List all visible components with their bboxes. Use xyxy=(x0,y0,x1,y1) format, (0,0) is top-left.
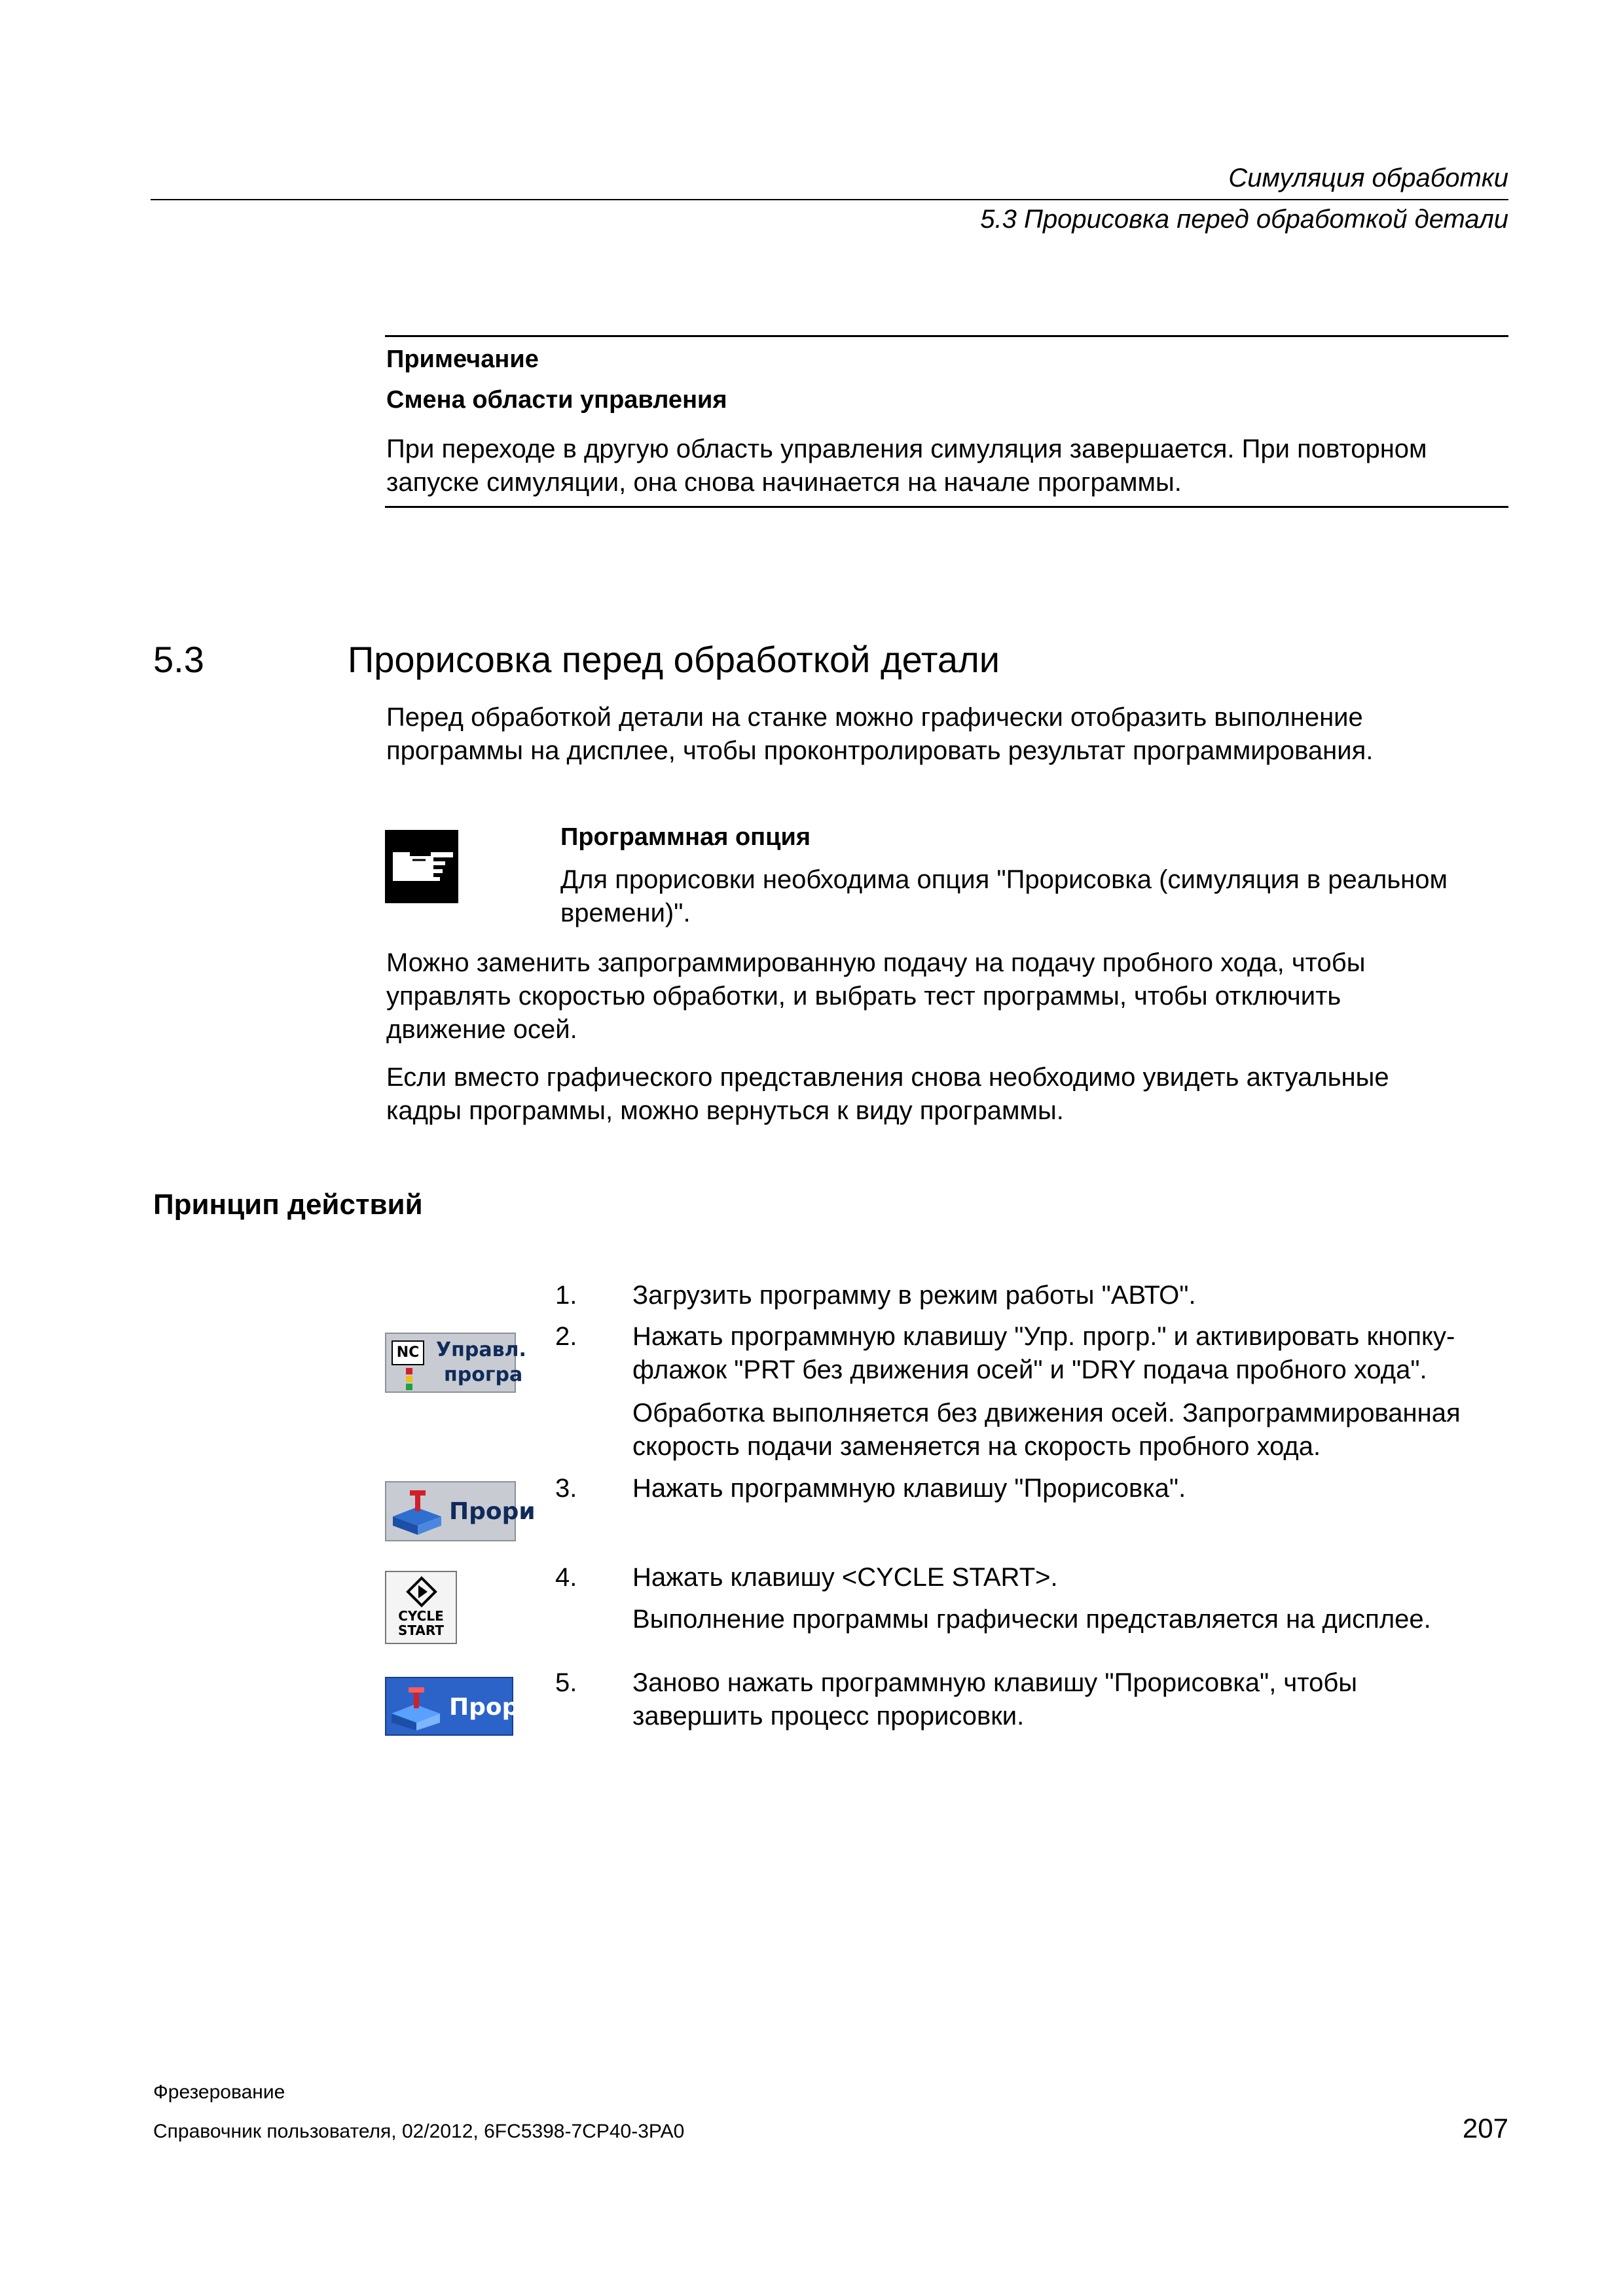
paragraph-line: кадры программы, можно вернуться к виду программы. xyxy=(386,1096,1064,1125)
simulation-icon xyxy=(390,1488,444,1537)
running-header-section: 5.3 Прорисовка перед обработкой детали xyxy=(980,205,1508,234)
status-led-yellow xyxy=(406,1376,412,1382)
paragraph-line: движение осей. xyxy=(386,1015,577,1044)
nc-badge: NC xyxy=(392,1340,424,1365)
status-led-green xyxy=(406,1384,412,1390)
note-text-line: При переходе в другую область управления симуляция завершается. При повторном xyxy=(386,435,1427,463)
procedure-heading: Принцип действий xyxy=(153,1189,423,1221)
step-text-line: Заново нажать программную клавишу "Прорисовка", чтобы xyxy=(632,1668,1358,1697)
footer-document: Справочник пользователя, 02/2012, 6FC5398-7CP40-3PA0 xyxy=(153,2121,685,2142)
status-led-red xyxy=(406,1368,412,1374)
softkey-label-line2: програ xyxy=(444,1363,523,1386)
step-result: Выполнение программы графически представляется на дисплее. xyxy=(632,1605,1431,1634)
paragraph-line: Если вместо графического представления снова необходимо увидеть актуальные xyxy=(386,1063,1389,1092)
step-result-line: Обработка выполняется без движения осей. Запрограммированная xyxy=(632,1399,1461,1427)
step-text xyxy=(632,1666,1357,1733)
cycle-start-label xyxy=(386,1609,456,1638)
section-intro xyxy=(386,701,1373,768)
note-text-line: запуске симуляции, она снова начинается на начале программы. xyxy=(386,468,1182,497)
step-number: 5. xyxy=(555,1668,577,1697)
note-label: Примечание xyxy=(386,346,539,373)
step-number: 2. xyxy=(555,1322,577,1351)
option-text-line: времени)". xyxy=(560,899,691,927)
option-title: Программная опция xyxy=(560,823,811,851)
header-rule xyxy=(151,199,1508,200)
section-intro-line: Перед обработкой детали на станке можно графически отобразить выполнение xyxy=(386,703,1363,732)
simulation-icon xyxy=(389,1683,443,1733)
softkey-label-line1: Управл. xyxy=(436,1338,526,1361)
option-text-line: Для прорисовки необходима опция "Прорисовка (симуляция в реальном xyxy=(560,865,1448,894)
running-header-chapter: Симуляция обработки xyxy=(1228,164,1508,192)
section-number: 5.3 xyxy=(153,639,204,680)
step-result xyxy=(632,1397,1461,1463)
footer-product: Фрезерование xyxy=(153,2081,285,2103)
step-text-line: завершить процесс прорисовки. xyxy=(632,1702,1025,1731)
note-text xyxy=(386,433,1427,499)
simulation-softkey[interactable] xyxy=(385,1481,536,1541)
step-text: Загрузить программу в режим работы "АВТО". xyxy=(632,1281,1196,1310)
cycle-start-label-line: CYCLE xyxy=(398,1608,444,1624)
note-bottom-rule xyxy=(385,506,1508,508)
step-text-line: флажок "PRT без движения осей" и "DRY подача пробного хода". xyxy=(632,1355,1427,1384)
step-number: 4. xyxy=(555,1563,577,1592)
page-number: 207 xyxy=(1462,2113,1508,2144)
option-text xyxy=(560,863,1448,930)
cycle-start-icon xyxy=(406,1576,437,1607)
section-intro-line: программы на дисплее, чтобы проконтролировать результат программирования. xyxy=(386,736,1374,765)
paragraph-line: управлять скоростью обработки, и выбрать тест программы, чтобы отключить xyxy=(386,982,1341,1011)
note-top-rule xyxy=(385,335,1508,337)
step-text xyxy=(632,1320,1455,1387)
step-number: 3. xyxy=(555,1474,577,1503)
step-number: 1. xyxy=(555,1281,577,1310)
softkey-label: Прори xyxy=(449,1694,536,1721)
cycle-start-key[interactable] xyxy=(385,1571,457,1644)
program-control-softkey[interactable] xyxy=(385,1333,526,1393)
paragraph-return-view xyxy=(386,1061,1389,1128)
step-result-line: скорость подачи заменяется на скорость пробного хода. xyxy=(632,1432,1321,1461)
section-title: Прорисовка перед обработкой детали xyxy=(348,639,1000,680)
step-text: Нажать клавишу <CYCLE START>. xyxy=(632,1563,1058,1592)
step-text-line: Нажать программную клавишу "Упр. прогр." и активировать кнопку- xyxy=(632,1322,1455,1351)
note-title: Смена области управления xyxy=(386,386,727,414)
cycle-start-label-line: START xyxy=(397,1623,445,1638)
simulation-softkey-active[interactable] xyxy=(385,1677,536,1736)
step-text: Нажать программную клавишу "Прорисовка". xyxy=(632,1474,1186,1503)
paragraph-line: Можно заменить запрограммированную подачу на подачу пробного хода, чтобы xyxy=(386,948,1366,977)
paragraph-dry-run xyxy=(386,946,1365,1047)
softkey-label: Прори xyxy=(449,1498,536,1525)
hand-pointing-icon xyxy=(385,830,458,903)
